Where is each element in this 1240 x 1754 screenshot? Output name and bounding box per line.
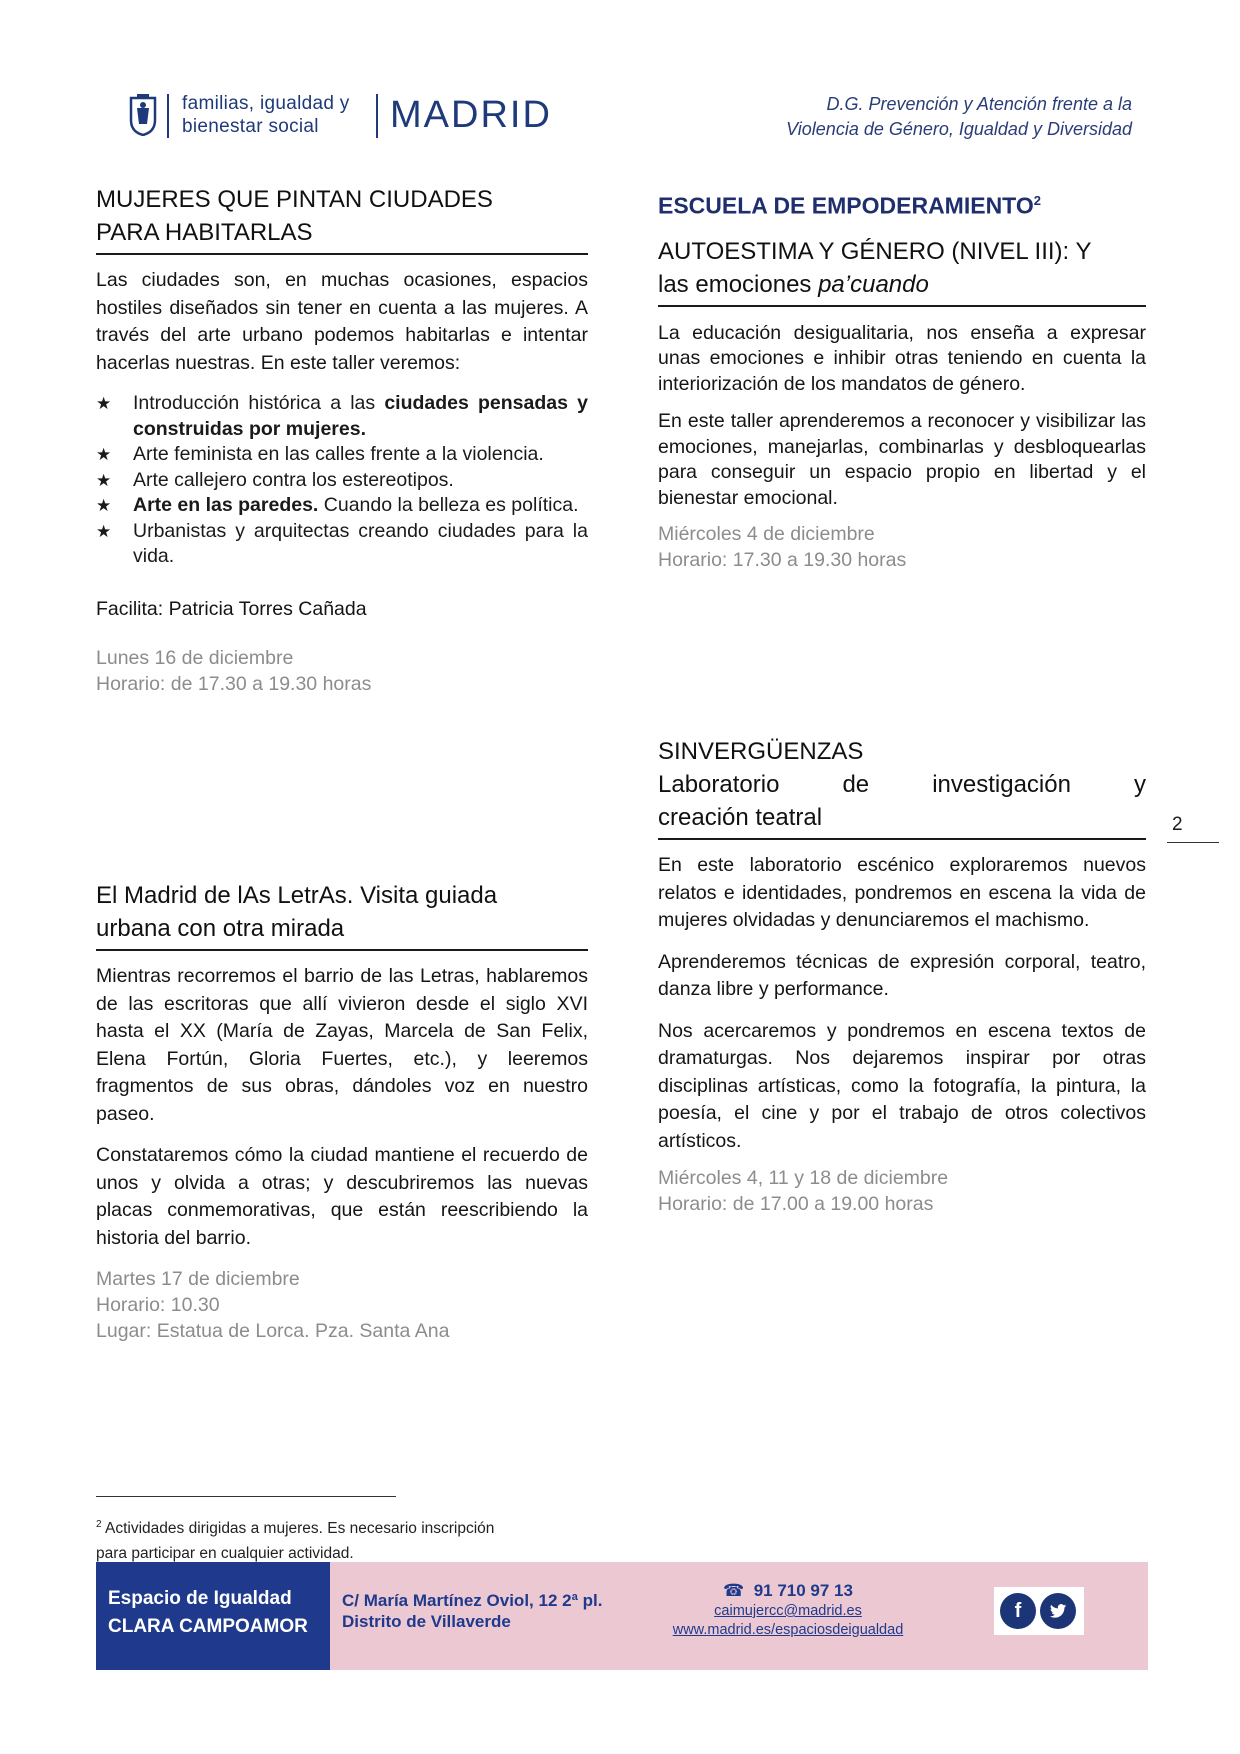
page-number-rule <box>1167 842 1219 843</box>
list-item: ★ Arte callejero contra los estereotipos. <box>96 468 588 494</box>
event-date: Lunes 16 de diciembre <box>96 647 294 669</box>
section-paragraph: Aprenderemos técnicas de expresión corporal, teatro, danza libre y performance. <box>658 950 1146 1000</box>
footnote: $^2$ Actividades dirigidas a mujeres. Es necesario inscripción para participar en cualquier actividad. <box>96 1519 495 1563</box>
footnote-ref: 2 <box>1033 193 1041 208</box>
section-madrid-letras <box>96 879 588 1344</box>
phone-icon: ☎ <box>723 1581 745 1600</box>
city-logo: MADRID <box>390 94 552 136</box>
section-paragraph: Mientras recorremos el barrio de las Letras, hablaremos de las escritoras que allí vivieron desde el siglo XVI hasta el XX (María de Zayas, Marcela de San Felix, Elena Fortún, Gloria Fuertes, etc.), y leeremos fragmentos de sus obras, dándoles voz en nuestro paseo. <box>96 965 588 1125</box>
phone-number: ☎ 91 710 97 13 <box>723 1581 853 1600</box>
section-paragraph: La educación desigualitaria, nos enseña a expresar unas emociones e inhibir otras teniendo en cuenta la interiorización de los mandatos de género. <box>658 321 1146 395</box>
website-link[interactable]: www.madrid.es/espaciosdeigualdad <box>672 1622 904 1638</box>
star-bullet-icon: ★ <box>96 394 112 413</box>
event-date: Martes 17 de diciembre <box>96 1268 300 1290</box>
section-paragraph: En este laboratorio escénico exploraremos nuevos relatos e identidades, pondremos en escena la vida de mujeres olvidadas y denunciaremos el machismo. <box>658 854 1146 931</box>
facebook-icon[interactable]: f <box>1000 1593 1036 1629</box>
logo-separator <box>376 94 378 138</box>
footer-contact <box>650 1580 926 1640</box>
section-paragraph: Nos acercaremos y pondremos en escena textos de dramaturgas. Nos dejaremos inspirar por otras disciplinas artísticas, como la fotografía, la pintura, la poesía, el cine y por el trabajo de otros colectivos artísticos. <box>658 1019 1146 1152</box>
facilitator: Facilita: Patricia Torres Cañada <box>96 597 367 620</box>
topic-list <box>96 391 588 570</box>
event-time: Horario: 17.30 a 19.30 horas <box>658 549 907 572</box>
department-name: familias, igualdad y bienestar social <box>182 93 350 137</box>
event-time: Horario: 10.30 <box>96 1294 220 1316</box>
list-item: ★ Arte en las paredes. Cuando la belleza es política. <box>96 493 588 519</box>
section-sinverguenzas <box>658 735 1146 1217</box>
section-title: El Madrid de lAs LetrAs. Visita guiada urbana con otra mirada <box>96 879 588 951</box>
directorate-header: D.G. Prevención y Atención frente a la Violencia de Género, Igualdad y Diversidad <box>786 94 1132 139</box>
star-bullet-icon: ★ <box>96 470 112 490</box>
section-title: AUTOESTIMA Y GÉNERO (NIVEL III): Y las emociones pa’cuando <box>658 235 1146 307</box>
section-title: MUJERES QUE PINTAN CIUDADES PARA HABITARLAS <box>96 183 588 255</box>
email-link[interactable]: caimujercc@madrid.es <box>714 1603 862 1619</box>
logo-separator <box>167 94 169 138</box>
social-icons <box>994 1587 1084 1635</box>
section-paragraph: Constataremos cómo la ciudad mantiene el recuerdo de unos y olvida a otras; y descubriremos las nuevas placas conmemorativas, que están reescribiendo la historia del barrio. <box>96 1144 588 1249</box>
footer-venue: Espacio de Igualdad CLARA CAMPOAMOR <box>96 1562 330 1670</box>
star-bullet-icon: ★ <box>96 445 112 464</box>
list-item: ★ Arte feminista en las calles frente a la violencia. <box>96 442 588 468</box>
section-autoestima <box>658 186 1146 573</box>
footer-address: C/ María Martínez Oviol, 12 2ª pl. Distrito de Villaverde <box>342 1591 603 1631</box>
event-date: Miércoles 4, 11 y 18 de diciembre <box>658 1167 949 1189</box>
star-bullet-icon: ★ <box>96 521 112 541</box>
school-title: ESCUELA DE EMPODERAMIENTO$^2$ <box>658 192 1041 219</box>
madrid-crest-icon <box>128 94 158 136</box>
twitter-icon[interactable] <box>1040 1593 1076 1629</box>
event-place: Lugar: Estatua de Lorca. Pza. Santa Ana <box>96 1320 450 1342</box>
footnote-separator <box>96 1496 396 1497</box>
event-time: Horario: de 17.30 a 19.30 horas <box>96 673 372 695</box>
list-item: ★ Introducción histórica a las ciudades pensadas y construidas por mujeres. <box>96 392 588 440</box>
section-mujeres-pintan <box>96 183 588 697</box>
page-number: 2 <box>1172 814 1183 835</box>
star-bullet-icon: ★ <box>96 496 112 515</box>
section-title: SINVERGÜENZAS Laboratorio de investigación y creación teatral <box>658 735 1146 840</box>
event-time: Horario: de 17.00 a 19.00 horas <box>658 1193 934 1215</box>
section-intro: Las ciudades son, en muchas ocasiones, espacios hostiles diseñados sin tener en cuenta a las mujeres. A través del arte urbano podemos habitarlas e intentar hacerlas nuestras. En este taller veremos: <box>96 269 588 374</box>
event-date: Miércoles 4 de diciembre <box>658 523 875 546</box>
section-paragraph: En este taller aprenderemos a reconocer y visibilizar las emociones, manejarlas, combinarlas y desbloquearlas para conseguir un espacio propio en libertad y el bienestar emocional. <box>658 410 1146 509</box>
list-item: ★ Urbanistas y arquitectas creando ciudades para la vida. <box>96 519 588 567</box>
